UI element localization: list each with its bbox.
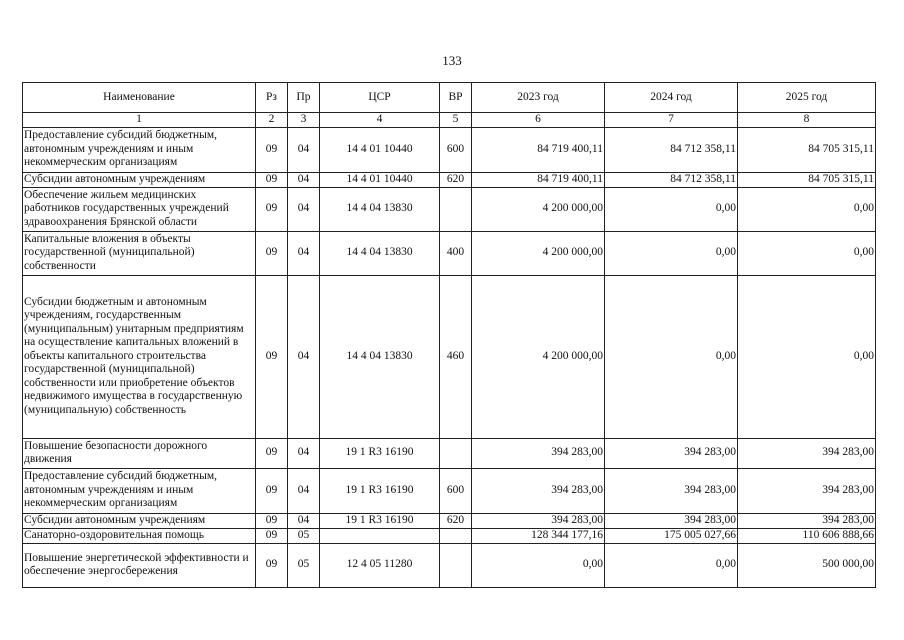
row-name: Предоставление субсидий бюджетным, автономным учреждениям и иным некоммерческим организациям [23,468,256,513]
row-pr: 04 [288,127,320,172]
row-vr [440,528,472,543]
row-2023: 394 283,00 [472,438,605,468]
row-pr: 04 [288,438,320,468]
row-2024: 0,00 [605,543,738,587]
row-vr: 460 [440,275,472,438]
row-2025: 394 283,00 [738,438,876,468]
col-number: 7 [605,113,738,128]
row-2025: 394 283,00 [738,513,876,528]
row-vr: 600 [440,127,472,172]
header-csr: ЦСР [320,83,440,113]
header-row [23,83,876,113]
row-vr: 400 [440,231,472,275]
header-name: Наименование [23,83,256,113]
row-2023: 84 719 400,11 [472,172,605,187]
col-number: 5 [440,113,472,128]
table-row [23,172,876,187]
row-2024: 394 283,00 [605,513,738,528]
table-row [23,528,876,543]
header-pr: Пр [288,83,320,113]
row-rz: 09 [256,187,288,231]
col-number: 6 [472,113,605,128]
row-2024: 394 283,00 [605,438,738,468]
row-2025: 110 606 888,66 [738,528,876,543]
row-rz: 09 [256,438,288,468]
row-rz: 09 [256,543,288,587]
row-rz: 09 [256,231,288,275]
row-name: Повышение безопасности дорожного движения [23,438,256,468]
row-2025: 500 000,00 [738,543,876,587]
row-csr: 19 1 R3 16190 [320,438,440,468]
header-2023: 2023 год [472,83,605,113]
row-pr: 05 [288,543,320,587]
row-pr: 04 [288,513,320,528]
table-row [23,468,876,513]
table-row [23,513,876,528]
row-vr: 620 [440,172,472,187]
row-pr: 04 [288,187,320,231]
row-2024: 394 283,00 [605,468,738,513]
row-csr: 14 4 01 10440 [320,172,440,187]
row-2025: 394 283,00 [738,468,876,513]
col-number: 1 [23,113,256,128]
row-name: Повышение энергетической эффективности и обеспечение энергосбережения [23,543,256,587]
col-number: 3 [288,113,320,128]
row-name: Предоставление субсидий бюджетным, автономным учреждениям и иным некоммерческим организациям [23,127,256,172]
row-2023: 394 283,00 [472,513,605,528]
row-rz: 09 [256,528,288,543]
row-2023: 84 719 400,11 [472,127,605,172]
page-number: 133 [442,53,462,68]
row-vr [440,543,472,587]
col-number: 2 [256,113,288,128]
row-csr: 14 4 01 10440 [320,127,440,172]
header-2024: 2024 год [605,83,738,113]
row-2023: 4 200 000,00 [472,231,605,275]
row-pr: 04 [288,468,320,513]
row-rz: 09 [256,172,288,187]
row-pr: 04 [288,275,320,438]
row-csr: 14 4 04 13830 [320,275,440,438]
col-number: 8 [738,113,876,128]
table-row [23,275,876,438]
table-row [23,231,876,275]
row-2023: 128 344 177,16 [472,528,605,543]
row-csr: 14 4 04 13830 [320,231,440,275]
header-rz: Рз [256,83,288,113]
row-pr: 05 [288,528,320,543]
row-csr: 19 1 R3 16190 [320,513,440,528]
row-2024: 0,00 [605,231,738,275]
header-2025: 2025 год [738,83,876,113]
row-2023: 4 200 000,00 [472,275,605,438]
row-vr [440,438,472,468]
row-pr: 04 [288,172,320,187]
row-2025: 0,00 [738,275,876,438]
table-row [23,127,876,172]
row-2025: 84 705 315,11 [738,172,876,187]
row-rz: 09 [256,468,288,513]
row-vr: 600 [440,468,472,513]
row-rz: 09 [256,513,288,528]
row-2025: 0,00 [738,231,876,275]
table-row [23,438,876,468]
row-2024: 0,00 [605,275,738,438]
table-row [23,187,876,231]
row-pr: 04 [288,231,320,275]
row-2024: 84 712 358,11 [605,172,738,187]
row-2025: 0,00 [738,187,876,231]
col-number: 4 [320,113,440,128]
row-csr [320,528,440,543]
row-vr [440,187,472,231]
row-rz: 09 [256,127,288,172]
header-vr: ВР [440,83,472,113]
row-name: Субсидии бюджетным и автономным учреждениям, государственным (муниципальным) унитарным предприятиям на осуществление капитальных вложений в объекты капитального строительства государственной (муниципальной) собственности или приобретение объектов недвижимого имущества в государственную (муниципальную) собственность [23,275,256,438]
budget-table [22,82,876,588]
row-name: Обеспечение жильем медицинских работников государственных учреждений здравоохранения Брянской области [23,187,256,231]
row-csr: 14 4 04 13830 [320,187,440,231]
row-csr: 19 1 R3 16190 [320,468,440,513]
row-2023: 4 200 000,00 [472,187,605,231]
row-name: Субсидии автономным учреждениям [23,172,256,187]
row-rz: 09 [256,275,288,438]
row-2024: 84 712 358,11 [605,127,738,172]
row-2023: 0,00 [472,543,605,587]
table-row [23,543,876,587]
row-2023: 394 283,00 [472,468,605,513]
row-name: Санаторно-оздоровительная помощь [23,528,256,543]
row-2024: 175 005 027,66 [605,528,738,543]
row-name: Субсидии автономным учреждениям [23,513,256,528]
header-number-row [23,113,876,128]
row-2025: 84 705 315,11 [738,127,876,172]
row-vr: 620 [440,513,472,528]
row-csr: 12 4 05 11280 [320,543,440,587]
row-name: Капитальные вложения в объекты государственной (муниципальной) собственности [23,231,256,275]
row-2024: 0,00 [605,187,738,231]
